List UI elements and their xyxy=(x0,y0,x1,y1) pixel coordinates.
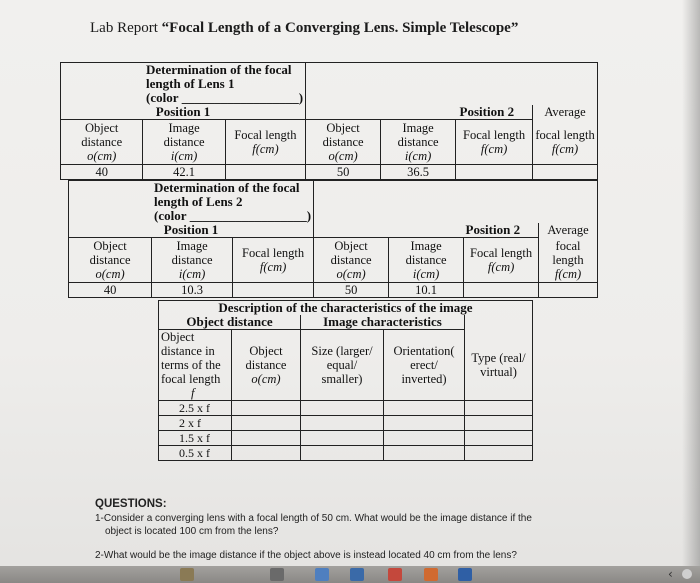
col-size xyxy=(301,330,384,401)
type-line1: Type (real/ xyxy=(471,350,526,365)
lens2-col-object xyxy=(69,238,152,283)
row-2f: 2 x f xyxy=(159,416,232,431)
taskbar-icon-2[interactable] xyxy=(270,568,284,581)
lens2-average-text: Average xyxy=(547,223,589,238)
lens1-average-label xyxy=(533,105,598,120)
row2-type xyxy=(465,416,533,431)
lens2-img2-value: 10.1 xyxy=(389,283,464,298)
lens1-col-focal2 xyxy=(456,120,533,165)
lens1-table xyxy=(60,62,598,180)
row-1-5f: 1.5 x f xyxy=(159,431,232,446)
characteristics-heading xyxy=(159,301,533,316)
taskbar-icon-3[interactable] xyxy=(315,568,329,581)
row2-orient xyxy=(384,416,465,431)
lens2-object2-line3: o(cm) xyxy=(336,267,366,281)
lens1-heading-blank xyxy=(306,63,598,106)
col-object-distance xyxy=(232,330,301,401)
row1-obj xyxy=(232,401,301,416)
lens2-position1-text: Position 1 xyxy=(163,222,219,237)
lens2-image2-line3: i(cm) xyxy=(412,267,440,281)
lens2-focal1-line2: f(cm) xyxy=(259,260,287,274)
title-prefix: Lab Report xyxy=(90,20,162,36)
terms-line5: f xyxy=(191,386,195,400)
lens2-position1 xyxy=(69,223,314,238)
image-characteristics-header xyxy=(301,315,465,330)
orient-line1: Orientation( xyxy=(393,344,455,358)
lens1-image2-line2: distance xyxy=(397,135,439,149)
lens1-average-text: Average xyxy=(544,105,586,120)
orient-line3: inverted) xyxy=(401,372,447,386)
lens2-position2-text: Position 2 xyxy=(465,222,521,237)
row4-orient xyxy=(384,446,465,461)
lens2-col-object2 xyxy=(314,238,389,283)
image-characteristics-table xyxy=(158,300,533,461)
lens2-focal2-line2: f(cm) xyxy=(487,260,515,274)
lens1-focal1-line1: Focal length xyxy=(234,128,297,142)
lens1-obj1-value: 40 xyxy=(61,165,143,180)
lens2-heading-text: Determination of the focal length of Lens 2 (color xyxy=(154,180,300,223)
obj-line2: distance xyxy=(245,358,287,372)
lens1-object-line1: Object xyxy=(85,121,119,135)
lens1-avg-line2: f(cm) xyxy=(551,141,579,156)
row-0-5f: 0.5 x f xyxy=(159,446,232,461)
row3-type xyxy=(465,431,533,446)
lens1-col-focal1 xyxy=(225,120,305,165)
lens2-img1-value: 10.3 xyxy=(152,283,233,298)
lens1-col-image2 xyxy=(381,120,456,165)
lens1-obj2-value: 50 xyxy=(306,165,381,180)
taskbar-icon-4[interactable] xyxy=(350,568,364,581)
lens2-col-image2 xyxy=(389,238,464,283)
row1-orient xyxy=(384,401,465,416)
lens2-focal1-value xyxy=(233,283,314,298)
lens1-object2-line1: Object xyxy=(326,121,360,135)
lens1-position1-text: Position 1 xyxy=(155,104,211,119)
terms-line3: terms of the xyxy=(161,358,221,372)
lens1-col-object xyxy=(61,120,143,165)
question-1-line2: object is located 100 cm from the lens? xyxy=(105,526,279,537)
row3-size xyxy=(301,431,384,446)
question-2: 2-What would be the image distance if the object above is instead located 40 cm from the lens? xyxy=(95,550,517,561)
lens2-image-line1: Image xyxy=(176,239,208,253)
notification-icon[interactable] xyxy=(682,569,692,579)
lens2-obj2-value: 50 xyxy=(314,283,389,298)
row4-size xyxy=(301,446,384,461)
row3-orient xyxy=(384,431,465,446)
lens2-col-focal1 xyxy=(233,238,314,283)
lens2-image-line2: distance xyxy=(171,253,213,267)
col-type xyxy=(465,330,533,401)
page-edge-shadow xyxy=(682,0,700,583)
lens2-table xyxy=(68,180,598,298)
lens2-image2-line1: Image xyxy=(410,239,442,253)
questions-section xyxy=(95,498,565,561)
lens2-heading: Determination of the focal length of Lens 2 (color __________________) xyxy=(69,181,314,224)
lens1-image-line1: Image xyxy=(168,121,200,135)
terms-line4: focal length xyxy=(161,372,221,386)
lens1-position2-text: Position 2 xyxy=(459,104,515,119)
obj-line1: Object xyxy=(249,344,283,358)
size-line3: smaller) xyxy=(321,372,363,386)
lens1-object-line2: distance xyxy=(81,135,123,149)
taskbar-icon-5[interactable] xyxy=(388,568,402,581)
obj-line3: o(cm) xyxy=(251,372,281,386)
col-terms-focal xyxy=(159,330,232,401)
terms-line2: distance in xyxy=(161,344,215,358)
question-1 xyxy=(95,512,565,538)
lens2-average-label xyxy=(539,223,598,238)
lens2-position2 xyxy=(314,223,539,238)
row4-type xyxy=(465,446,533,461)
page-title xyxy=(90,20,518,37)
lens2-object-line1: Object xyxy=(93,239,127,253)
lens1-heading-text: Determination of the focal length of Lens 1 (color xyxy=(146,62,292,105)
taskbar-icon-1[interactable] xyxy=(180,568,194,581)
lens2-object2-line2: distance xyxy=(330,253,372,267)
lens1-position2 xyxy=(306,105,533,120)
lens1-position1 xyxy=(61,105,306,120)
object-distance-header xyxy=(159,315,301,330)
lens2-avg-value xyxy=(539,283,598,298)
lens2-image-line3: i(cm) xyxy=(178,267,206,281)
lens1-img2-value: 36.5 xyxy=(381,165,456,180)
row-2-5f: 2.5 x f xyxy=(159,401,232,416)
taskbar-icon-6[interactable] xyxy=(424,568,438,581)
lens1-avg-line1: focal length xyxy=(535,127,595,142)
lens2-object-line3: o(cm) xyxy=(95,267,125,281)
row4-obj xyxy=(232,446,301,461)
lens2-col-avg xyxy=(539,238,598,283)
lens2-object2-line1: Object xyxy=(334,239,368,253)
lens1-col-avg xyxy=(533,120,598,165)
terms-line1: Object xyxy=(161,330,195,344)
lens1-focal2-line2: f(cm) xyxy=(480,142,508,156)
chevron-left-icon[interactable]: ‹ xyxy=(668,567,673,581)
lens2-avg-line1: focal length xyxy=(552,238,584,267)
lens2-heading-blank xyxy=(314,181,598,224)
lens2-focal1-line1: Focal length xyxy=(242,246,305,260)
row1-size xyxy=(301,401,384,416)
row2-obj xyxy=(232,416,301,431)
lens2-object-line2: distance xyxy=(89,253,131,267)
image-characteristics-text: Image characteristics xyxy=(323,314,442,329)
lens2-col-image xyxy=(152,238,233,283)
size-line2: equal/ xyxy=(326,358,358,372)
orient-line2: erect/ xyxy=(410,358,438,372)
lens1-object2-line2: distance xyxy=(322,135,364,149)
row1-type xyxy=(465,401,533,416)
lens1-image-line2: distance xyxy=(163,135,205,149)
col-orientation xyxy=(384,330,465,401)
lens2-col-focal2 xyxy=(464,238,539,283)
type-header-top xyxy=(465,315,533,330)
size-line1: Size (larger/ xyxy=(311,344,373,358)
title-main: “Focal Length of a Converging Lens. Simple Telescope” xyxy=(161,20,519,36)
taskbar xyxy=(0,566,700,583)
row3-obj xyxy=(232,431,301,446)
lens1-object2-line3: o(cm) xyxy=(328,149,358,163)
lens2-image2-line2: distance xyxy=(405,253,447,267)
lens1-image-line3: i(cm) xyxy=(170,149,198,163)
questions-heading: QUESTIONS: xyxy=(95,498,167,510)
type-line2: virtual) xyxy=(480,364,517,379)
object-distance-text: Object distance xyxy=(186,314,273,329)
lens1-object-line3: o(cm) xyxy=(87,149,117,163)
lens1-image2-line1: Image xyxy=(402,121,434,135)
lens2-avg-line2: f(cm) xyxy=(554,266,582,281)
lens1-focal1-line2: f(cm) xyxy=(252,142,279,156)
lens2-focal2-line1: Focal length xyxy=(470,246,533,260)
lens1-image2-line3: i(cm) xyxy=(404,149,432,163)
lens1-avg-value xyxy=(533,165,598,180)
characteristics-heading-text: Description of the characteristics of the image xyxy=(218,300,473,315)
lens2-focal2-value xyxy=(464,283,539,298)
taskbar-icon-7[interactable] xyxy=(458,568,472,581)
lens1-focal2-value xyxy=(456,165,533,180)
lens1-col-image xyxy=(143,120,225,165)
row2-size xyxy=(301,416,384,431)
lens1-focal2-line1: Focal length xyxy=(463,128,526,142)
lens1-heading: Determination of the focal length of Lens 1 (color __________________) xyxy=(61,63,306,106)
lens2-obj1-value: 40 xyxy=(69,283,152,298)
lens1-img1-value: 42.1 xyxy=(143,165,225,180)
lens1-col-object2 xyxy=(306,120,381,165)
question-1-line1: 1-Consider a converging lens with a focal length of 50 cm. What would be the image distance if the xyxy=(95,513,532,524)
lens1-focal1-value xyxy=(225,165,305,180)
